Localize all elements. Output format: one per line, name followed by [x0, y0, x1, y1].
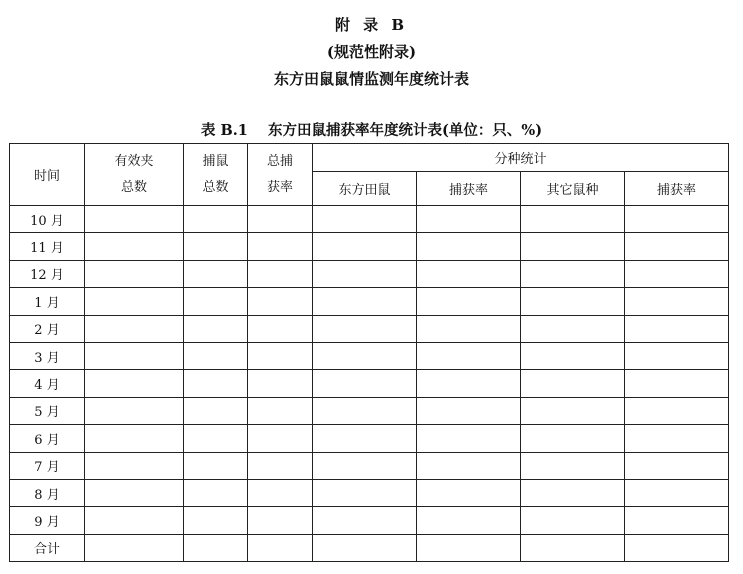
table-cell [625, 233, 729, 260]
table-cell [85, 315, 184, 342]
table-cell [521, 315, 625, 342]
table-cell [625, 288, 729, 315]
table-cell [248, 534, 313, 561]
table-cell [184, 233, 248, 260]
table-cell [521, 260, 625, 287]
table-cell [417, 370, 521, 397]
header-vole-capture-rate: 捕获率 [417, 172, 521, 206]
table-cell [313, 315, 417, 342]
table-cell [313, 425, 417, 452]
row-label: 合计 [10, 534, 85, 561]
table-row [10, 534, 729, 561]
table-row [10, 425, 729, 452]
table-cell [248, 315, 313, 342]
table-cell [248, 370, 313, 397]
table-cell [313, 288, 417, 315]
table-cell [248, 206, 313, 233]
table-cell [85, 534, 184, 561]
table-row [10, 233, 729, 260]
table-cell [313, 397, 417, 424]
header-other-capture-rate: 捕获率 [625, 172, 729, 206]
table-cell [521, 233, 625, 260]
table-cell [313, 233, 417, 260]
table-cell [184, 397, 248, 424]
header-species-stats: 分种统计 [313, 144, 729, 172]
table-cell [521, 206, 625, 233]
table-row [10, 479, 729, 506]
appendix-title: 附 录 B [334, 16, 409, 34]
header-row-1 [10, 144, 729, 172]
header-valid-traps: 有效夹 总数 [85, 144, 184, 206]
table-cell [248, 507, 313, 534]
table-cell [248, 452, 313, 479]
table-cell [184, 260, 248, 287]
table-cell [521, 425, 625, 452]
table-cell [417, 479, 521, 506]
table-cell [625, 397, 729, 424]
table-cell [85, 452, 184, 479]
table-cell [625, 206, 729, 233]
table-cell [184, 342, 248, 369]
table-cell [248, 342, 313, 369]
table-cell [85, 479, 184, 506]
table-cell [85, 288, 184, 315]
row-label: 2 月 [10, 315, 85, 342]
table-cell [521, 342, 625, 369]
table-cell [625, 452, 729, 479]
table-cell [313, 452, 417, 479]
row-label: 4 月 [10, 370, 85, 397]
table-cell [417, 452, 521, 479]
table-cell [417, 260, 521, 287]
table-cell [625, 507, 729, 534]
table-cell [313, 260, 417, 287]
table-cell [85, 233, 184, 260]
header-time: 时间 [10, 144, 85, 206]
table-cell [248, 288, 313, 315]
table-cell [625, 479, 729, 506]
row-label: 7 月 [10, 452, 85, 479]
table-cell [184, 370, 248, 397]
row-label: 11 月 [10, 233, 85, 260]
table-cell [521, 479, 625, 506]
table-cell [184, 452, 248, 479]
table-cell [85, 206, 184, 233]
appendix-subtitle: (规范性附录) [326, 43, 417, 61]
row-label: 5 月 [10, 397, 85, 424]
table-cell [313, 206, 417, 233]
table-row [10, 288, 729, 315]
table-caption: 表 B.1 东方田鼠捕获率年度统计表(单位：只、%) [200, 122, 543, 139]
table-cell [85, 397, 184, 424]
appendix-main-title: 东方田鼠鼠情监测年度统计表 [273, 70, 469, 88]
table-cell [417, 507, 521, 534]
table-cell [248, 260, 313, 287]
table-cell [417, 534, 521, 561]
table-cell [184, 507, 248, 534]
table-cell [184, 315, 248, 342]
table-cell [248, 397, 313, 424]
header-rats-caught: 捕鼠 总数 [184, 144, 248, 206]
table-row [10, 397, 729, 424]
table-cell [521, 397, 625, 424]
row-label: 1 月 [10, 288, 85, 315]
table-cell [85, 507, 184, 534]
row-label: 8 月 [10, 479, 85, 506]
table-cell [625, 342, 729, 369]
row-label: 9 月 [10, 507, 85, 534]
header-oriental-vole: 东方田鼠 [313, 172, 417, 206]
table-cell [417, 397, 521, 424]
table-cell [85, 370, 184, 397]
table-cell [184, 479, 248, 506]
table-cell [248, 479, 313, 506]
row-label: 12 月 [10, 260, 85, 287]
table-cell [313, 534, 417, 561]
table-cell [521, 534, 625, 561]
table-row [10, 452, 729, 479]
table-cell [313, 342, 417, 369]
table-cell [417, 233, 521, 260]
table-row [10, 370, 729, 397]
row-label: 10 月 [10, 206, 85, 233]
table-cell [625, 534, 729, 561]
statistics-table [9, 143, 729, 562]
table-cell [521, 370, 625, 397]
table-cell [417, 206, 521, 233]
table-cell [313, 507, 417, 534]
table-cell [85, 425, 184, 452]
table-cell [85, 260, 184, 287]
table-cell [313, 370, 417, 397]
table-cell [521, 507, 625, 534]
table-cell [184, 206, 248, 233]
table-cell [625, 260, 729, 287]
table-cell [625, 425, 729, 452]
table-cell [521, 452, 625, 479]
table-cell [85, 342, 184, 369]
table-cell [625, 315, 729, 342]
table-cell [184, 288, 248, 315]
table-row [10, 315, 729, 342]
table-cell [417, 315, 521, 342]
table-row [10, 260, 729, 287]
table-cell [417, 342, 521, 369]
table-cell [248, 233, 313, 260]
table-cell [417, 425, 521, 452]
header-total-capture-rate: 总捕 获率 [248, 144, 313, 206]
table-row [10, 507, 729, 534]
table-body [10, 206, 729, 562]
table-cell [248, 425, 313, 452]
table-cell [417, 288, 521, 315]
row-label: 6 月 [10, 425, 85, 452]
row-label: 3 月 [10, 342, 85, 369]
table-cell [184, 534, 248, 561]
header-other-species: 其它鼠种 [521, 172, 625, 206]
table-row [10, 342, 729, 369]
table-cell [625, 370, 729, 397]
table-row [10, 206, 729, 233]
table-cell [184, 425, 248, 452]
table-cell [521, 288, 625, 315]
table-cell [313, 479, 417, 506]
